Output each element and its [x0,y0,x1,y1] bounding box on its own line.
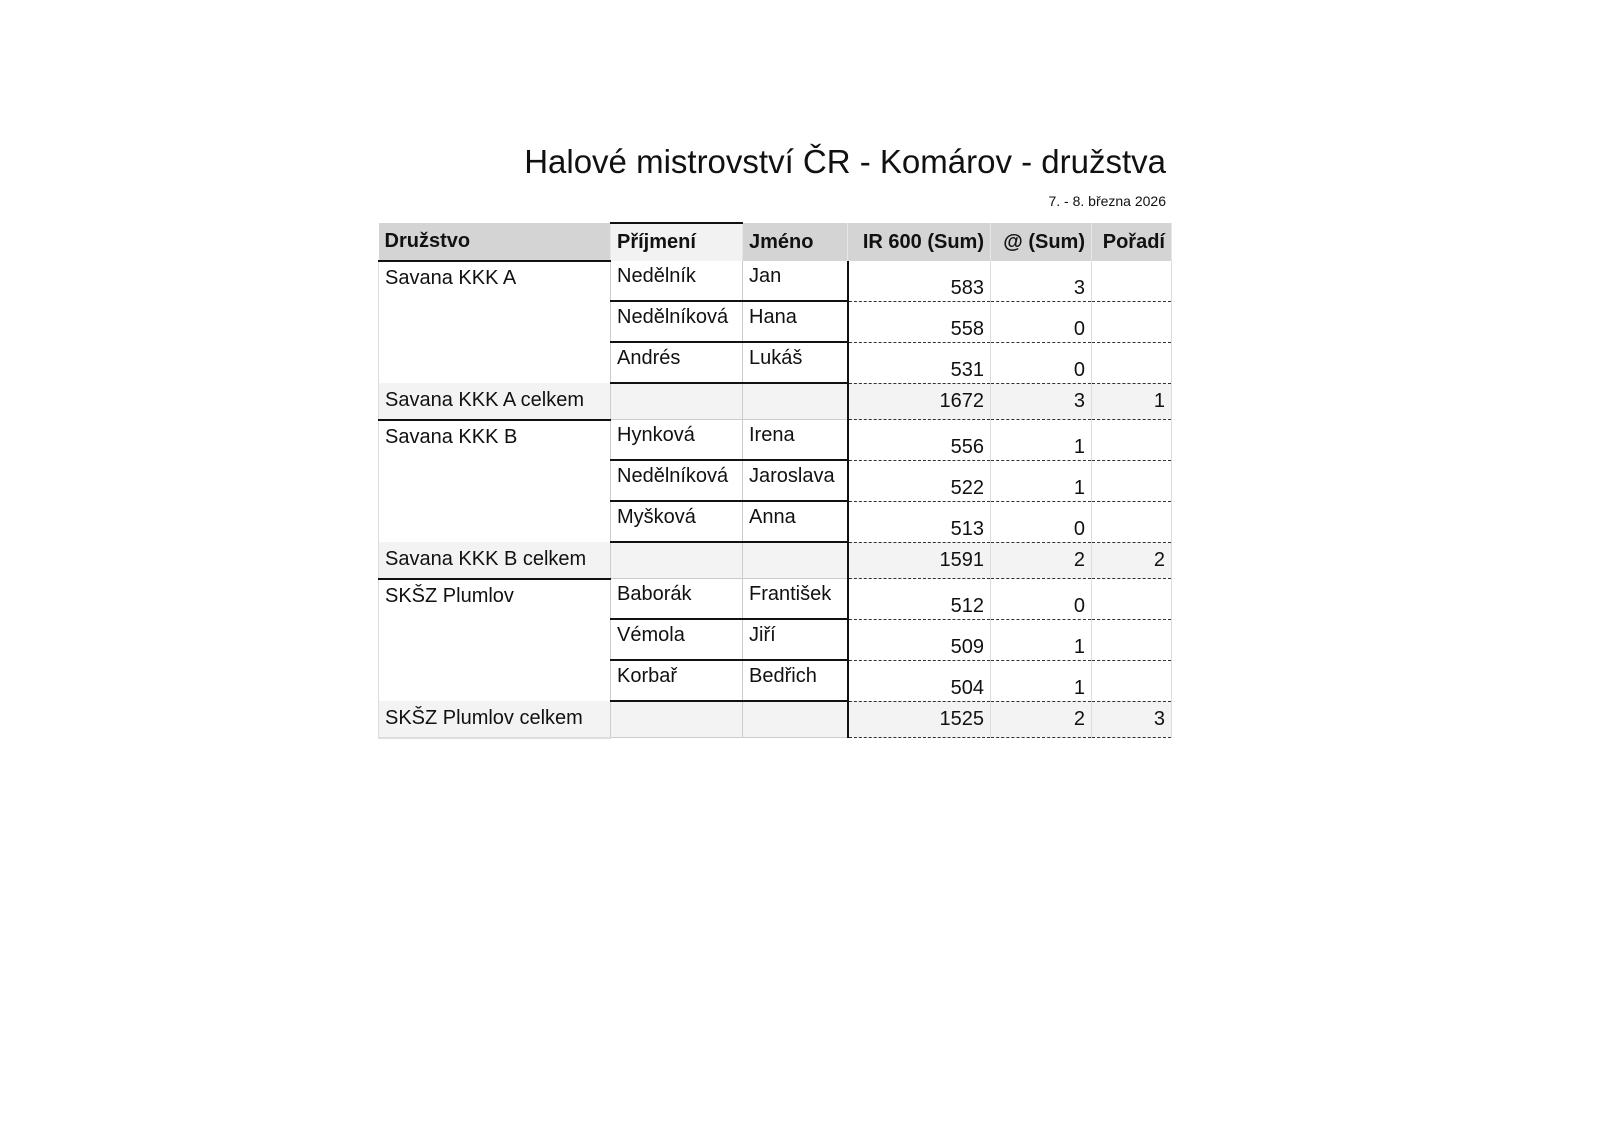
header-at: @ (Sum) [991,223,1092,261]
player-surname: Andrés [611,342,743,383]
team-name: Savana KKK A [379,261,611,383]
empty-cell [743,383,848,420]
player-ir600: 531 [848,342,991,383]
empty-cell [611,383,743,420]
team-total-row [379,383,1172,420]
player-at: 1 [991,460,1092,501]
team-total-at: 2 [991,701,1092,738]
team-name: Savana KKK B [379,420,611,543]
player-first-name: Hana [743,301,848,342]
player-first-name: Jaroslava [743,460,848,501]
header-ir600: IR 600 (Sum) [848,223,991,261]
player-at: 1 [991,660,1092,701]
player-at: 0 [991,579,1092,620]
team-rank: 3 [1092,701,1172,738]
report-date: 7. - 8. března 2026 [1048,193,1166,209]
empty-cell [611,542,743,579]
player-ir600: 583 [848,261,991,301]
player-surname: Hynková [611,420,743,461]
player-first-name: František [743,579,848,620]
player-rank [1092,420,1172,461]
player-ir600: 556 [848,420,991,461]
team-total-ir600: 1672 [848,383,991,420]
player-rank [1092,501,1172,542]
empty-cell [611,701,743,738]
player-at: 0 [991,342,1092,383]
player-row [379,420,1172,461]
player-first-name: Bedřich [743,660,848,701]
player-surname: Nedělníková [611,301,743,342]
report-title: Halové mistrovství ČR - Komárov - družstva [524,143,1166,180]
team-total-at: 3 [991,383,1092,420]
player-rank [1092,579,1172,620]
player-ir600: 504 [848,660,991,701]
player-at: 0 [991,501,1092,542]
header-row [379,223,1172,261]
team-total-row [379,701,1172,738]
header-team: Družstvo [379,223,611,261]
team-total-ir600: 1591 [848,542,991,579]
player-first-name: Lukáš [743,342,848,383]
player-at: 1 [991,420,1092,461]
player-ir600: 522 [848,460,991,501]
team-total-label: Savana KKK B celkem [379,542,611,579]
player-surname: Nedělníková [611,460,743,501]
player-surname: Baborák [611,579,743,620]
player-rank [1092,342,1172,383]
empty-cell [743,542,848,579]
player-ir600: 558 [848,301,991,342]
player-at: 0 [991,301,1092,342]
team-total-label: Savana KKK A celkem [379,383,611,420]
player-surname: Myšková [611,501,743,542]
header-surname: Příjmení [611,223,743,261]
player-surname: Nedělník [611,261,743,301]
empty-cell [743,701,848,738]
team-total-row [379,542,1172,579]
player-at: 3 [991,261,1092,301]
player-ir600: 512 [848,579,991,620]
player-row [379,261,1172,301]
player-rank [1092,619,1172,660]
team-total-at: 2 [991,542,1092,579]
player-surname: Vémola [611,619,743,660]
results-table [378,222,1172,739]
team-total-label: SKŠZ Plumlov celkem [379,701,611,738]
player-rank [1092,660,1172,701]
player-row [379,579,1172,620]
player-first-name: Anna [743,501,848,542]
header-rank: Pořadí [1092,223,1172,261]
player-first-name: Jiří [743,619,848,660]
header-first-name: Jméno [743,223,848,261]
player-first-name: Irena [743,420,848,461]
player-at: 1 [991,619,1092,660]
player-surname: Korbař [611,660,743,701]
player-first-name: Jan [743,261,848,301]
team-rank: 2 [1092,542,1172,579]
team-name: SKŠZ Plumlov [379,579,611,702]
player-rank [1092,261,1172,301]
team-total-ir600: 1525 [848,701,991,738]
player-ir600: 509 [848,619,991,660]
player-rank [1092,301,1172,342]
player-ir600: 513 [848,501,991,542]
player-rank [1092,460,1172,501]
team-rank: 1 [1092,383,1172,420]
